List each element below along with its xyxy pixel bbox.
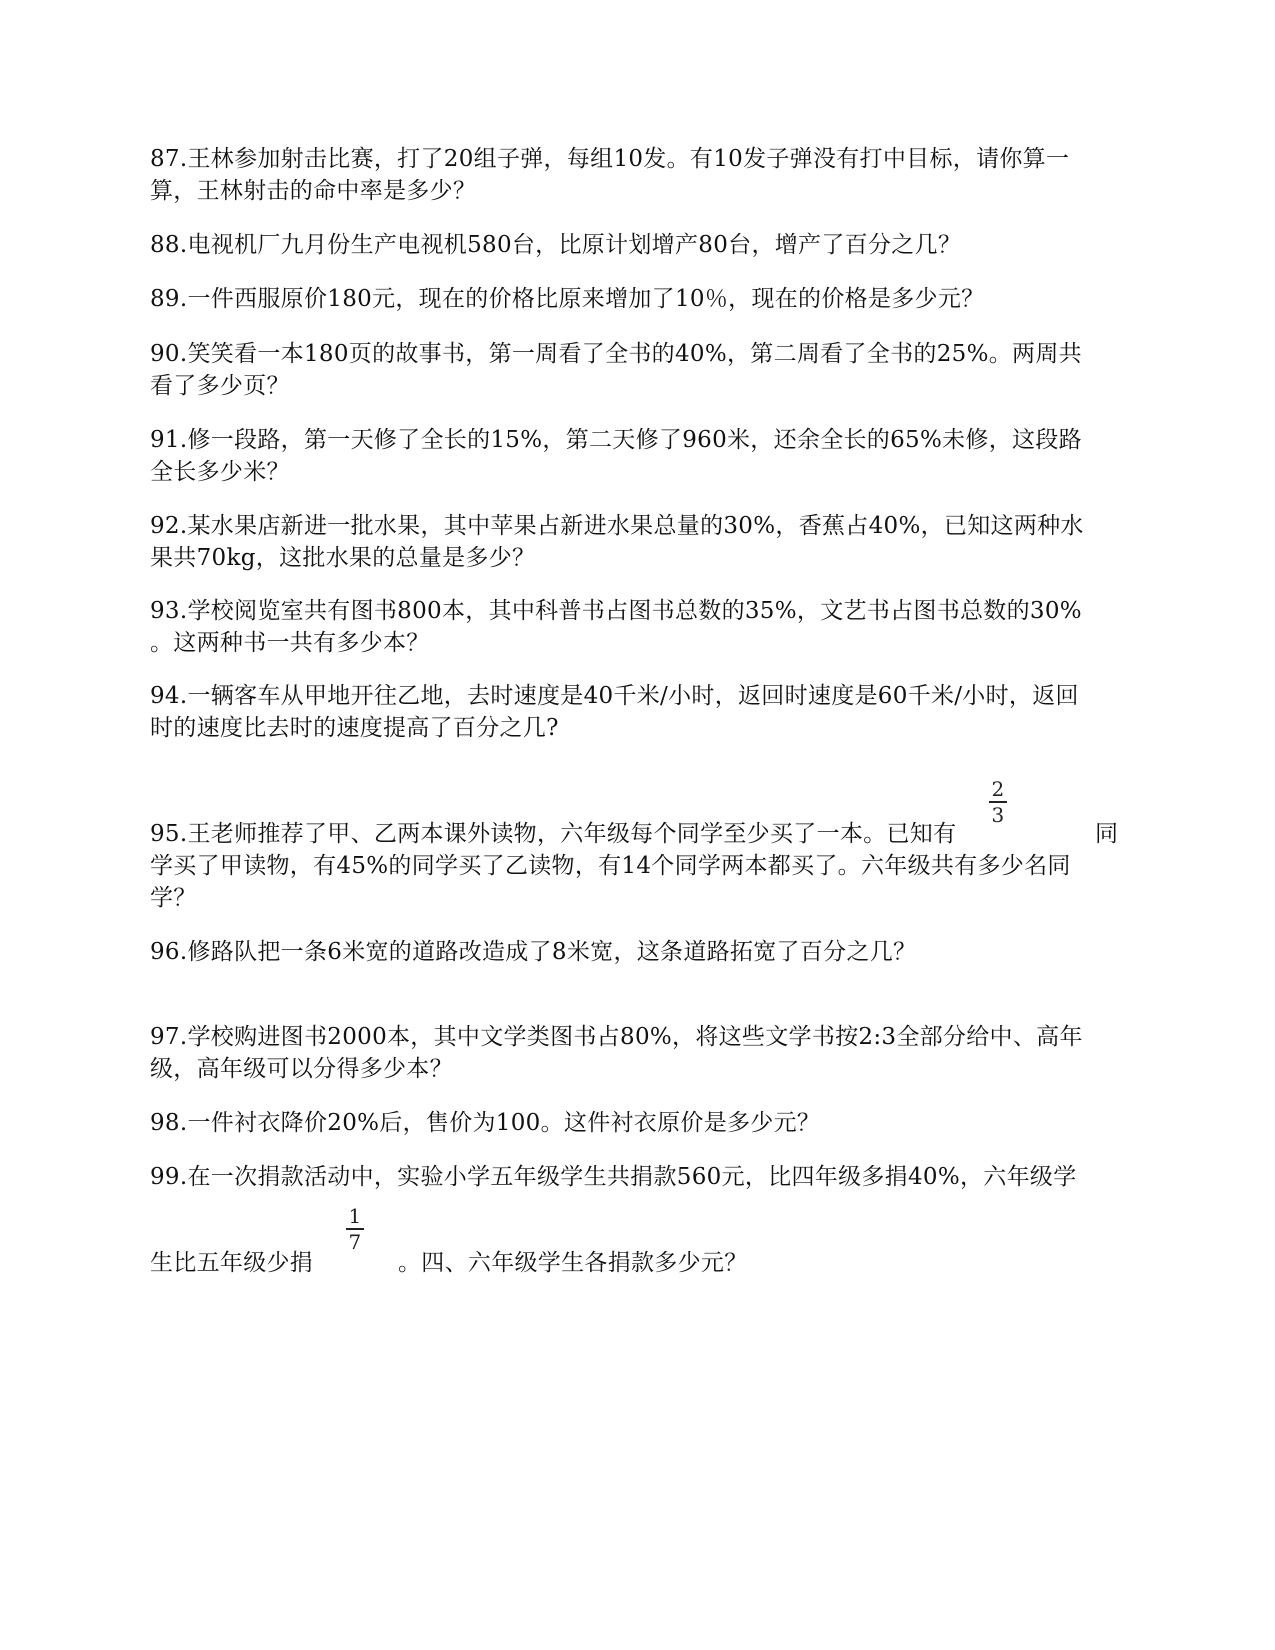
fraction-two-thirds bbox=[987, 778, 1009, 826]
fraction-numerator: 1 bbox=[348, 1204, 362, 1228]
problem-91 bbox=[150, 424, 1130, 488]
fraction-one-seventh bbox=[344, 1205, 366, 1253]
problem-93 bbox=[150, 595, 1130, 659]
problem-text-line: 90.笑笑看一本180页的故事书，第一周看了全书的40%，第二周看了全书的25%。两周共 bbox=[150, 341, 1082, 367]
problem-text-line: 全长多少米？ bbox=[150, 459, 290, 485]
problem-99 bbox=[150, 1161, 1130, 1279]
fraction-numerator: 2 bbox=[991, 777, 1005, 801]
problem-92 bbox=[150, 510, 1130, 574]
problem-text-segment: 同 bbox=[1095, 821, 1119, 847]
problem-text-line: 学买了甲读物，有45%的同学买了乙读物，有14个同学两本都买了。六年级共有多少名同 bbox=[150, 853, 1071, 879]
problem-text-line bbox=[150, 777, 1130, 850]
problem-94 bbox=[150, 680, 1130, 744]
fraction-denominator: 7 bbox=[348, 1229, 362, 1254]
problem-87 bbox=[150, 143, 1130, 207]
problem-text-line: 时的速度比去时的速度提高了百分之几? bbox=[150, 715, 559, 741]
problem-95 bbox=[150, 777, 1130, 914]
problem-text-line: 算，王林射击的命中率是多少？ bbox=[150, 178, 477, 204]
problem-90 bbox=[150, 338, 1130, 402]
problem-text-line: 87.王林参加射击比赛，打了20组子弹，每组10发。有10发子弹没有打中目标，请你算一 bbox=[150, 146, 1070, 172]
fraction-denominator: 3 bbox=[991, 802, 1005, 827]
problem-text-line: 97.学校购进图书2000本，其中文学类图书占80%，将这些文学书按2:3全部分给中、高年 bbox=[150, 1024, 1083, 1050]
problem-text-line: 看了多少页？ bbox=[150, 373, 290, 399]
problem-96 bbox=[150, 936, 1130, 968]
problem-text-segment: 。四、六年级学生各捐款多少元？ bbox=[398, 1250, 748, 1276]
problem-text-segment: 95.王老师推荐了甲、乙两本课外读物，六年级每个同学至少买了一本。已知有 bbox=[150, 821, 957, 847]
problem-text-line: 级，高年级可以分得多少本？ bbox=[150, 1056, 453, 1082]
problem-text-line: 果共70kg，这批水果的总量是多少？ bbox=[150, 545, 536, 571]
problem-text-line: 92.某水果店新进一批水果，其中苹果占新进水果总量的30%，香蕉占40%，已知这两种水 bbox=[150, 513, 1084, 539]
problem-97 bbox=[150, 1021, 1130, 1085]
problem-89 bbox=[150, 283, 1130, 315]
problem-text-segment: 生比五年级少捐 bbox=[150, 1250, 314, 1276]
problem-text-line: 96.修路队把一条6米宽的道路改造成了8米宽，这条道路拓宽了百分之几？ bbox=[150, 939, 917, 965]
problem-text-line: 93.学校阅览室共有图书800本，其中科普书占图书总数的35%，文艺书占图书总数的30% bbox=[150, 598, 1082, 624]
problem-text-line: 。这两种书一共有多少本？ bbox=[150, 630, 430, 656]
problem-text-line: 91.修一段路，第一天修了全长的15%，第二天修了960米，还余全长的65%未修，这段路 bbox=[150, 427, 1082, 453]
problem-text-line: 89.一件西服原价180元，现在的价格比原来增加了10％，现在的价格是多少元？ bbox=[150, 286, 985, 312]
problem-98 bbox=[150, 1107, 1130, 1139]
problem-text-line: 99.在一次捐款活动中，实验小学五年级学生共捐款560元，比四年级多捐40%，六年级学 bbox=[150, 1164, 1077, 1190]
problem-text-line: 88.电视机厂九月份生产电视机580台，比原计划增产80台，增产了百分之几？ bbox=[150, 232, 962, 258]
problem-text-line: 学？ bbox=[150, 885, 197, 911]
problem-88 bbox=[150, 229, 1130, 261]
problem-text-line: 98.一件衬衣降价20%后，售价为100。这件衬衣原价是多少元？ bbox=[150, 1110, 821, 1136]
problem-text-line bbox=[150, 1204, 1130, 1279]
problem-text-line: 94.一辆客车从甲地开往乙地，去时速度是40千米/小时，返回时速度是60千米/小时，返回 bbox=[150, 683, 1079, 709]
